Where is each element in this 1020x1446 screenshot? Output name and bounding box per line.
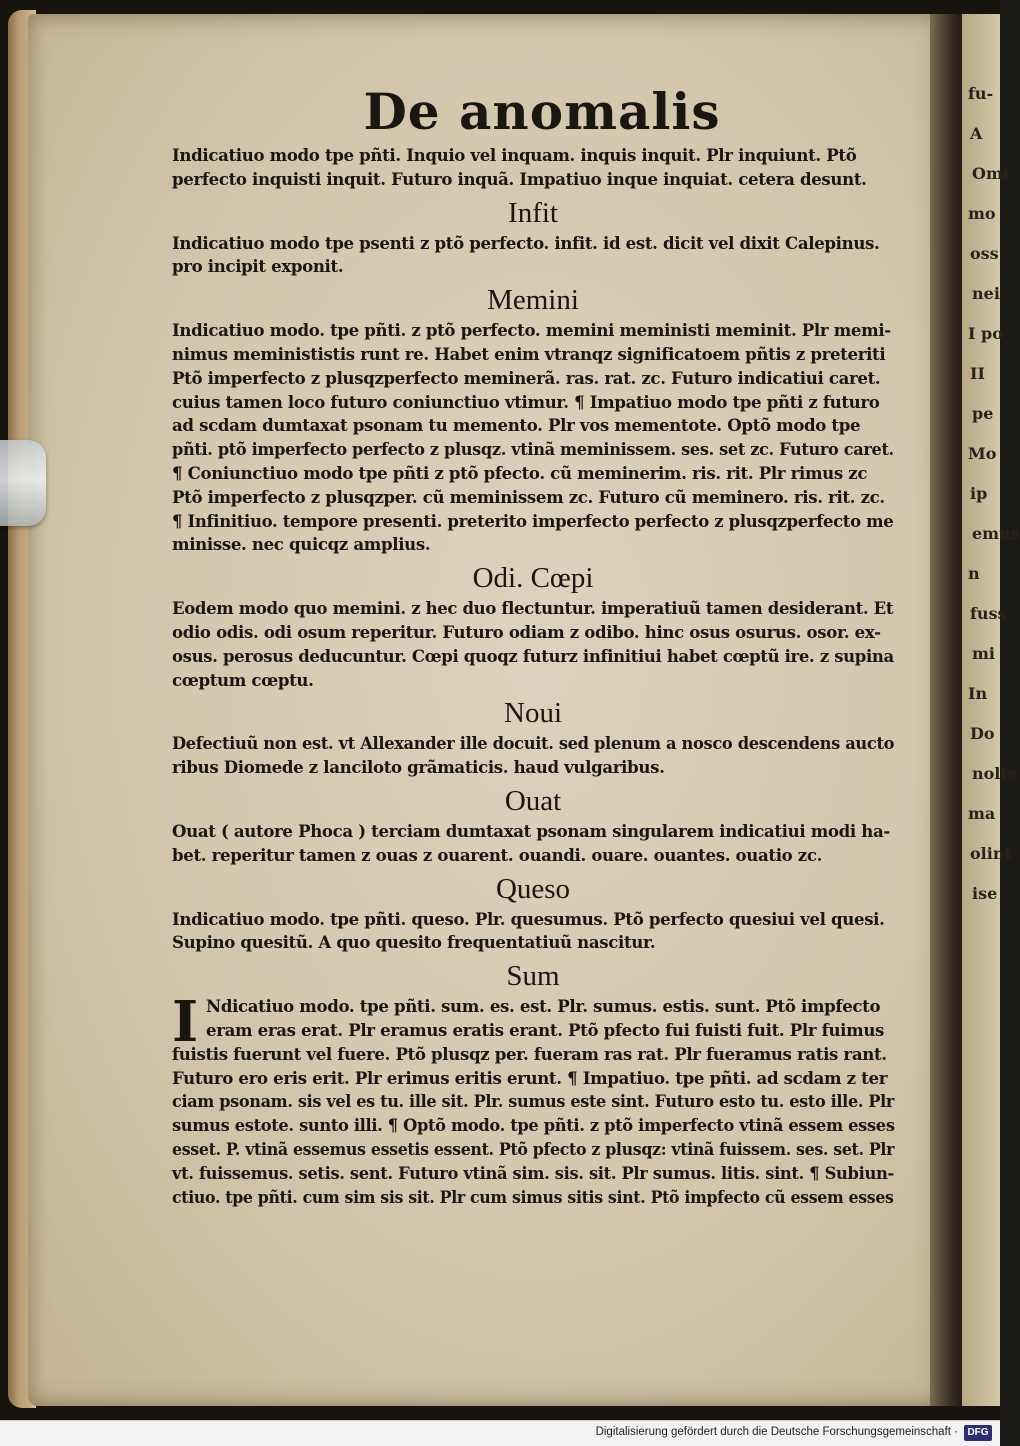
section-6	[172, 872, 894, 956]
section-body	[172, 232, 894, 280]
text-line: bet. reperitur tamen z ouas z ouarent. ouandi. ouare. ouantes. ouatio zc.	[172, 844, 823, 865]
next-page-fragment: ma	[968, 804, 996, 823]
text-line: fuistis fuerunt vel fuere. Ptõ plusqz per. fueram ras rat. Plr fueramus ratis rant.	[172, 1043, 887, 1064]
section-0	[172, 144, 894, 192]
next-page-fragment: oss	[970, 244, 999, 263]
text-line: esset. P. vtinã essemus essetis essent. Ptõ pfecto z plusqz: vtinã fuissem. ses. set. Plr	[172, 1138, 895, 1159]
text-line: pro incipit exponit.	[172, 256, 344, 277]
text-line: sumus estote. sunto illi. ¶ Optõ modo. tpe pñti. z ptõ imperfecto vtinã essem esses	[172, 1115, 895, 1136]
section-heading: Odi. Cœpi	[472, 562, 594, 595]
drop-cap: I	[172, 989, 199, 1056]
section-heading: Memini	[487, 284, 579, 317]
text-line: Ptõ imperfecto z plusqzper. cũ meminissem zc. Futuro cũ meminero. ris. rit. zc.	[172, 486, 885, 507]
section-2	[172, 283, 894, 557]
section-heading: Infit	[508, 196, 558, 229]
section-heading: Noui	[504, 697, 562, 730]
text-line: Indicatiuo modo tpe pñti. Inquio vel inquam. inquis inquit. Plr inquiunt. Ptõ	[172, 145, 857, 165]
next-page-fragment: I po	[968, 324, 1003, 343]
next-page-fragment: ip	[970, 484, 988, 503]
text-line: ¶ Infinitiuo. tempore presenti. preterito imperfecto perfecto z plusqzperfecto me	[172, 510, 894, 531]
text-line: pñti. ptõ imperfecto perfecto z plusqz. vtinã meminissem. ses. set zc. Futuro caret.	[172, 439, 894, 460]
next-page-fragment: nolle	[972, 764, 1017, 783]
section-body	[172, 908, 894, 956]
next-page-fragment: nei	[972, 284, 1000, 303]
next-page-fragment: pe	[972, 404, 994, 423]
text-line: vt. fuissemus. setis. sent. Futuro vtinã sim. sis. sit. Plr sumus. litis. sint. ¶ Subiun-	[172, 1162, 894, 1183]
section-3	[172, 561, 894, 692]
dfg-logo: DFG	[964, 1425, 992, 1441]
next-page-fragment: A	[970, 124, 983, 143]
section-1	[172, 196, 894, 280]
next-page-fragment: fuss	[970, 604, 1007, 623]
next-page-fragment: Do	[970, 724, 995, 743]
text-line: ctiuo. tpe pñti. cum sim sis sit. Plr cum simus sitis sint. Ptõ impfecto cũ essem esses	[172, 1186, 894, 1207]
text-line: ribus Diomede z lanciloto grãmaticis. haud vulgaribus.	[172, 757, 665, 778]
text-line: cuius tamen loco futuro coniunctiuo vtimur. ¶ Impatiuo modo tpe pñti z futuro	[172, 391, 880, 412]
text-line: ¶ Coniunctiuo modo tpe pñti z ptõ pfecto. cũ meminerim. ris. rit. Plr rimus zc	[172, 462, 868, 483]
section-body	[172, 597, 894, 692]
next-page-fragment: n	[968, 564, 980, 583]
section-heading: Ouat	[504, 784, 562, 817]
next-page-fragment: emus	[972, 524, 1020, 543]
text-line: ad scdam dumtaxat psonam tu memento. Plr vos mementote. Optõ modo tpe	[172, 415, 861, 436]
next-page-fragment: II	[970, 364, 985, 383]
next-page-fragment: mo	[968, 204, 996, 223]
section-5	[172, 784, 894, 868]
section-heading: Queso	[495, 872, 571, 905]
text-line: minisse. nec quicqz amplius.	[172, 534, 431, 555]
sections	[172, 144, 894, 955]
book-gutter	[930, 14, 964, 1406]
text-line: Eodem modo quo memini. z hec duo flectuntur. imperatiuũ tamen desiderant. Et	[172, 598, 894, 619]
text-line: Indicatiuo modo. tpe pñti. queso. Plr. quesumus. Ptõ perfecto quesiui vel quesi.	[172, 908, 885, 929]
section-4	[172, 696, 894, 780]
text-line: Indicatiuo modo. tpe pñti. z ptõ perfecto. memini meministi meminit. Plr memi-	[172, 320, 891, 341]
text-line: osus. perosus deducuntur. Cœpi quoqz futurz infinitiui habet cœptũ ire. z supina	[172, 645, 894, 666]
text-line: eram eras erat. Plr eramus eratis erant. Ptõ pfecto fui fuisti fuit. Plr fuimus	[206, 1019, 885, 1040]
text-line: perfecto inquisti inquit. Futuro inquã. Impatiuo inque inquiat. cetera desunt.	[172, 168, 867, 189]
section-heading: Sum	[506, 960, 560, 993]
section-body	[172, 732, 894, 780]
page-text	[172, 82, 894, 1209]
page-title: De anomalis	[363, 82, 721, 141]
text-line: Ouat ( autore Phoca ) terciam dumtaxat psonam singularem indicatiui modi ha-	[172, 820, 890, 841]
text-line: Ptõ imperfecto z plusqzperfecto meminerã. ras. rat. zc. Futuro indicatiui caret.	[172, 367, 881, 388]
page-clip	[0, 440, 46, 526]
section-body	[172, 319, 894, 557]
text-line: ciam psonam. sis vel es tu. ille sit. Plr. sumus este sint. Futuro esto tu. esto ille. Plr	[172, 1091, 895, 1112]
text-line: nimus meminististis runt re. Habet enim vtranqz significatoem pñtis z preteriti	[172, 343, 886, 364]
next-page-fragment: fu-	[968, 84, 994, 103]
section-body	[172, 144, 894, 192]
text-line: Supino quesitũ. A quo quesito frequentatiuũ nascitur.	[172, 932, 656, 953]
next-page-fragment: In	[968, 684, 988, 703]
next-page-fragment: mi	[972, 644, 996, 663]
next-page-fragment: ise	[972, 884, 998, 903]
footer-bar	[0, 1420, 1000, 1446]
next-page-fragment: olint	[970, 844, 1012, 863]
next-page-edge	[962, 14, 1020, 1406]
section-body	[172, 989, 895, 1209]
text-line: odio odis. odi osum reperitur. Futuro odiam z odibo. hinc osus osurus. osor. ex-	[172, 621, 881, 642]
text-line: Indicatiuo modo tpe psenti z ptõ perfecto. infit. id est. dicit vel dixit Calepinus.	[172, 232, 880, 253]
text-line: Defectiuũ non est. vt Allexander ille docuit. sed plenum a nosco descendens aucto	[172, 733, 895, 754]
footer-credit: Digitalisierung gefördert durch die Deutsche Forschungsgemeinschaft ·	[595, 1426, 958, 1438]
text-line: Ndicatiuo modo. tpe pñti. sum. es. est. Plr. sumus. estis. sunt. Ptõ impfecto	[206, 996, 881, 1017]
section-sum	[172, 959, 894, 1209]
text-line: Futuro ero eris erit. Plr erimus eritis erunt. ¶ Impatiuo. tpe pñti. ad scdam z ter	[172, 1067, 888, 1088]
text-line: cœptum cœptu.	[172, 669, 314, 690]
section-body	[172, 820, 894, 868]
next-page-fragment: Mo	[968, 444, 997, 463]
next-page-fragment: Omi	[972, 164, 1009, 183]
